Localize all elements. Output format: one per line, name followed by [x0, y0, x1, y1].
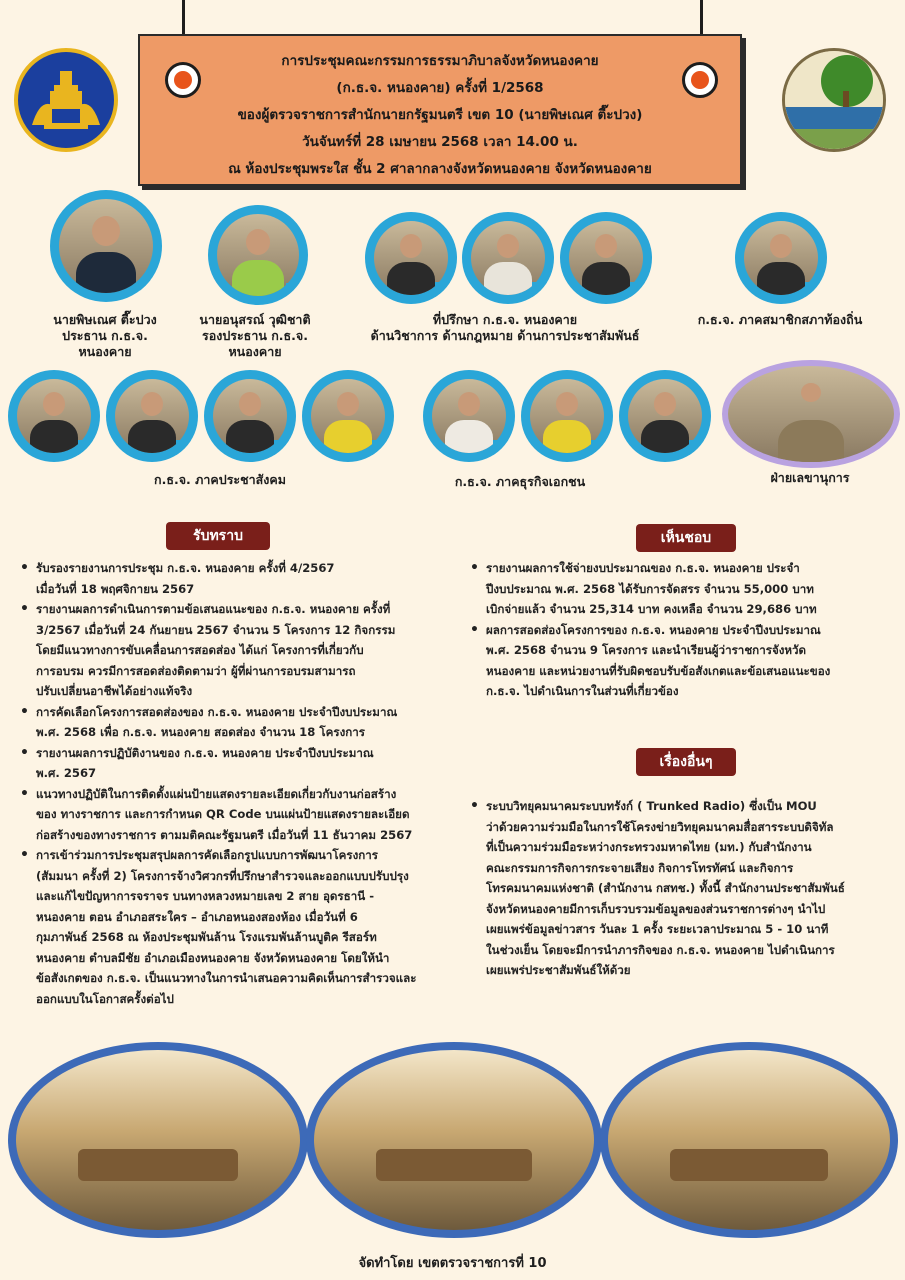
- header-banner: [138, 34, 742, 186]
- meeting-photo-1: [8, 1042, 308, 1238]
- list-item: • รายงานผลการปฏิบัติงานของ ก.ธ.จ. หนองคาย ประจำปีงบประมาณ พ.ศ. 2567: [18, 743, 468, 784]
- approved-list: [468, 558, 900, 702]
- photo-advisor-1: [365, 212, 457, 304]
- section-other-title: เรื่องอื่นๆ: [636, 748, 736, 776]
- section-approved-title: เห็นชอบ: [636, 524, 736, 552]
- photo-advisor-3: [560, 212, 652, 304]
- photo-private-1: [423, 370, 515, 462]
- caption-advisors: ที่ปรึกษา ก.ธ.จ. หนองคาย ด้านวิชาการ ด้านกฎหมาย ด้านการประชาสัมพันธ์: [370, 312, 640, 343]
- committee-logo: [782, 48, 886, 152]
- list-item: • ระบบวิทยุคมนาคมระบบทรังก์ ( Trunked Radio) ซึ่งเป็น MOU ว่าด้วยความร่วมมือในการใช้โครงข่ายวิทยุคมนาคมสื่อสารระบบดิจิทัล ที่เป็นความร่วมมือระหว่างกระทรวงมหาดไทย (มท.) กับสำนักงาน คณะกรรมการกิจการกระจายเสียง กิจการโทรทัศน์ และกิจการ โทรคมนาคมแห่งชาติ (สำนักงาน กสทช.) ทั้งนี้ สำนักงานประชาสัมพันธ์ จังหวัดหนองคายมีการเก็บรวบรวมข้อมูลของส่วนราชการต่างๆ นำไป เผยแพร่ข้อมูลข่าวสาร วันละ 1 ครั้ง ระยะเวลาประมาณ 5 - 10 นาที ในช่วงเย็น โดยจะมีการนำภารกิจของ ก.ธ.จ. หนองคาย ไปดำเนินการ เผยแพร่ประชาสัมพันธ์ให้ด้วย: [468, 796, 900, 981]
- list-item: • การเข้าร่วมการประชุมสรุปผลการคัดเลือกรูปแบบการพัฒนาโครงการ (สัมมนา ครั้งที่ 2) โครงการจ้างวิศวกรที่ปรึกษาสำรวจและออกแบบปรับปรุง และแก้ไขปัญหาการจราจร บนทางหลวงหมายเลข 2 สาย อุดรธานี - หนองคาย ตอน อำเภอสระใคร – อำเภอหนองสองห้อง เมื่อวันที่ 6 กุมภาพันธ์ 2568 ณ ห้องประชุมพันล้าน โรงแรมพันล้านบูติค รีสอร์ท หนองคาย ตำบลมีชัย อำเภอเมืองหนองคาย จังหวัดหนองคาย โดยให้นำ ข้อสังเกตของ ก.ธ.จ. เป็นแนวทางในการนำเสนอความคิดเห็นการสำรวจและ ออกแบบในโอกาสครั้งต่อไป: [18, 845, 468, 1009]
- photo-advisor-2: [462, 212, 554, 304]
- list-item: • แนวทางปฏิบัติในการติดตั้งแผ่นป้ายแสดงรายละเอียดเกี่ยวกับงานก่อสร้าง ของ ทางราชการ และการกำหนด QR Code บนแผ่นป้ายแสดงรายละเอียด ก่อสร้างของทางราชการ ตามมติคณะรัฐมนตรี เมื่อวันที่ 11 ธันวาคม 2567: [18, 784, 468, 846]
- caption-private-sector: ก.ธ.จ. ภาคธุรกิจเอกชน: [454, 474, 586, 489]
- photo-local-council: [735, 212, 827, 304]
- header-line-1: การประชุมคณะกรรมการธรรมาภิบาลจังหวัดหนองคาย: [281, 53, 599, 69]
- photo-vice-chair: [208, 205, 308, 305]
- photo-civil-3: [204, 370, 296, 462]
- photo-private-3: [619, 370, 711, 462]
- caption-secretariat: ฝ่ายเลขานุการ: [770, 470, 850, 485]
- list-item: • รายงานผลการใช้จ่ายงบประมาณของ ก.ธ.จ. หนองคาย ประจำ ปีงบประมาณ พ.ศ. 2568 ได้รับการจัดสรร จำนวน 55,000 บาท เบิกจ่ายแล้ว จำนวน 25,314 บาท คงเหลือ จำนวน 29,686 บาท: [468, 558, 900, 620]
- province-seal-logo: [14, 48, 118, 152]
- header-line-3: ของผู้ตรวจราชการสำนักนายกรัฐมนตรี เขต 10 (นายพิษเณศ ตี๊ะปวง): [237, 107, 643, 123]
- header-line-2: (ก.ธ.จ. หนองคาย) ครั้งที่ 1/2568: [336, 80, 544, 96]
- list-item: • ผลการสอดส่องโครงการของ ก.ธ.จ. หนองคาย ประจำปีงบประมาณ พ.ศ. 2568 จำนวน 9 โครงการ และนำเรียนผู้ว่าราชการจังหวัด หนองคาย และหน่วยงานที่รับผิดชอบรับข้อสังเกตและข้อเสนอแนะของ ก.ธ.จ. ไปดำเนินการในส่วนที่เกี่ยวข้อง: [468, 620, 900, 702]
- section-acknowledged-title: รับทราบ: [166, 522, 270, 550]
- photo-secretariat: [722, 360, 900, 468]
- caption-civil-society: ก.ธ.จ. ภาคประชาสังคม: [154, 472, 286, 487]
- caption-vice-chair: นายอนุสรณ์ วุฒิชาติ รองประธาน ก.ธ.จ. หนองคาย: [199, 312, 311, 359]
- ring-right-icon: [682, 62, 718, 98]
- meeting-photo-3: [600, 1042, 898, 1238]
- photo-civil-2: [106, 370, 198, 462]
- other-list: [468, 796, 900, 981]
- photo-civil-1: [8, 370, 100, 462]
- header-line-4: วันจันทร์ที่ 28 เมษายน 2568 เวลา 14.00 น.: [302, 134, 578, 150]
- meeting-photo-2: [306, 1042, 602, 1238]
- footer-credit: จัดทำโดย เขตตรวจราชการที่ 10: [358, 1256, 547, 1271]
- header-line-5: ณ ห้องประชุมพระใส ชั้น 2 ศาลากลางจังหวัดหนองคาย จังหวัดหนองคาย: [228, 161, 652, 177]
- list-item: • การคัดเลือกโครงการสอดส่องของ ก.ธ.จ. หนองคาย ประจำปีงบประมาณ พ.ศ. 2568 เพื่อ ก.ธ.จ. หนองคาย สอดส่อง จำนวน 18 โครงการ: [18, 702, 468, 743]
- acknowledged-list: [18, 558, 468, 1009]
- caption-local-council: ก.ธ.จ. ภาคสมาชิกสภาท้องถิ่น: [697, 312, 863, 327]
- list-item: • รายงานผลการดำเนินการตามข้อเสนอแนะของ ก.ธ.จ. หนองคาย ครั้งที่ 3/2567 เมื่อวันที่ 24 กันยายน 2567 จำนวน 5 โครงการ 12 กิจกรรม โดยมีแนวทางการขับเคลื่อนการสอดส่อง ได้แก่ โครงการที่เกี่ยวกับ การอบรม ควรมีการสอดส่องติดตามว่า ผู้ที่ผ่านการอบรมสามารถ ปรับเปลี่ยนอาชีพได้อย่างแท้จริง: [18, 599, 468, 702]
- photo-chair: [50, 190, 162, 302]
- photo-private-2: [521, 370, 613, 462]
- photo-civil-4: [302, 370, 394, 462]
- list-item: • รับรองรายงานการประชุม ก.ธ.จ. หนองคาย ครั้งที่ 4/2567 เมื่อวันที่ 18 พฤศจิกายน 2567: [18, 558, 468, 599]
- caption-chair: นายพิษเณศ ตี๊ะปวง ประธาน ก.ธ.จ. หนองคาย: [53, 312, 157, 359]
- ring-left-icon: [165, 62, 201, 98]
